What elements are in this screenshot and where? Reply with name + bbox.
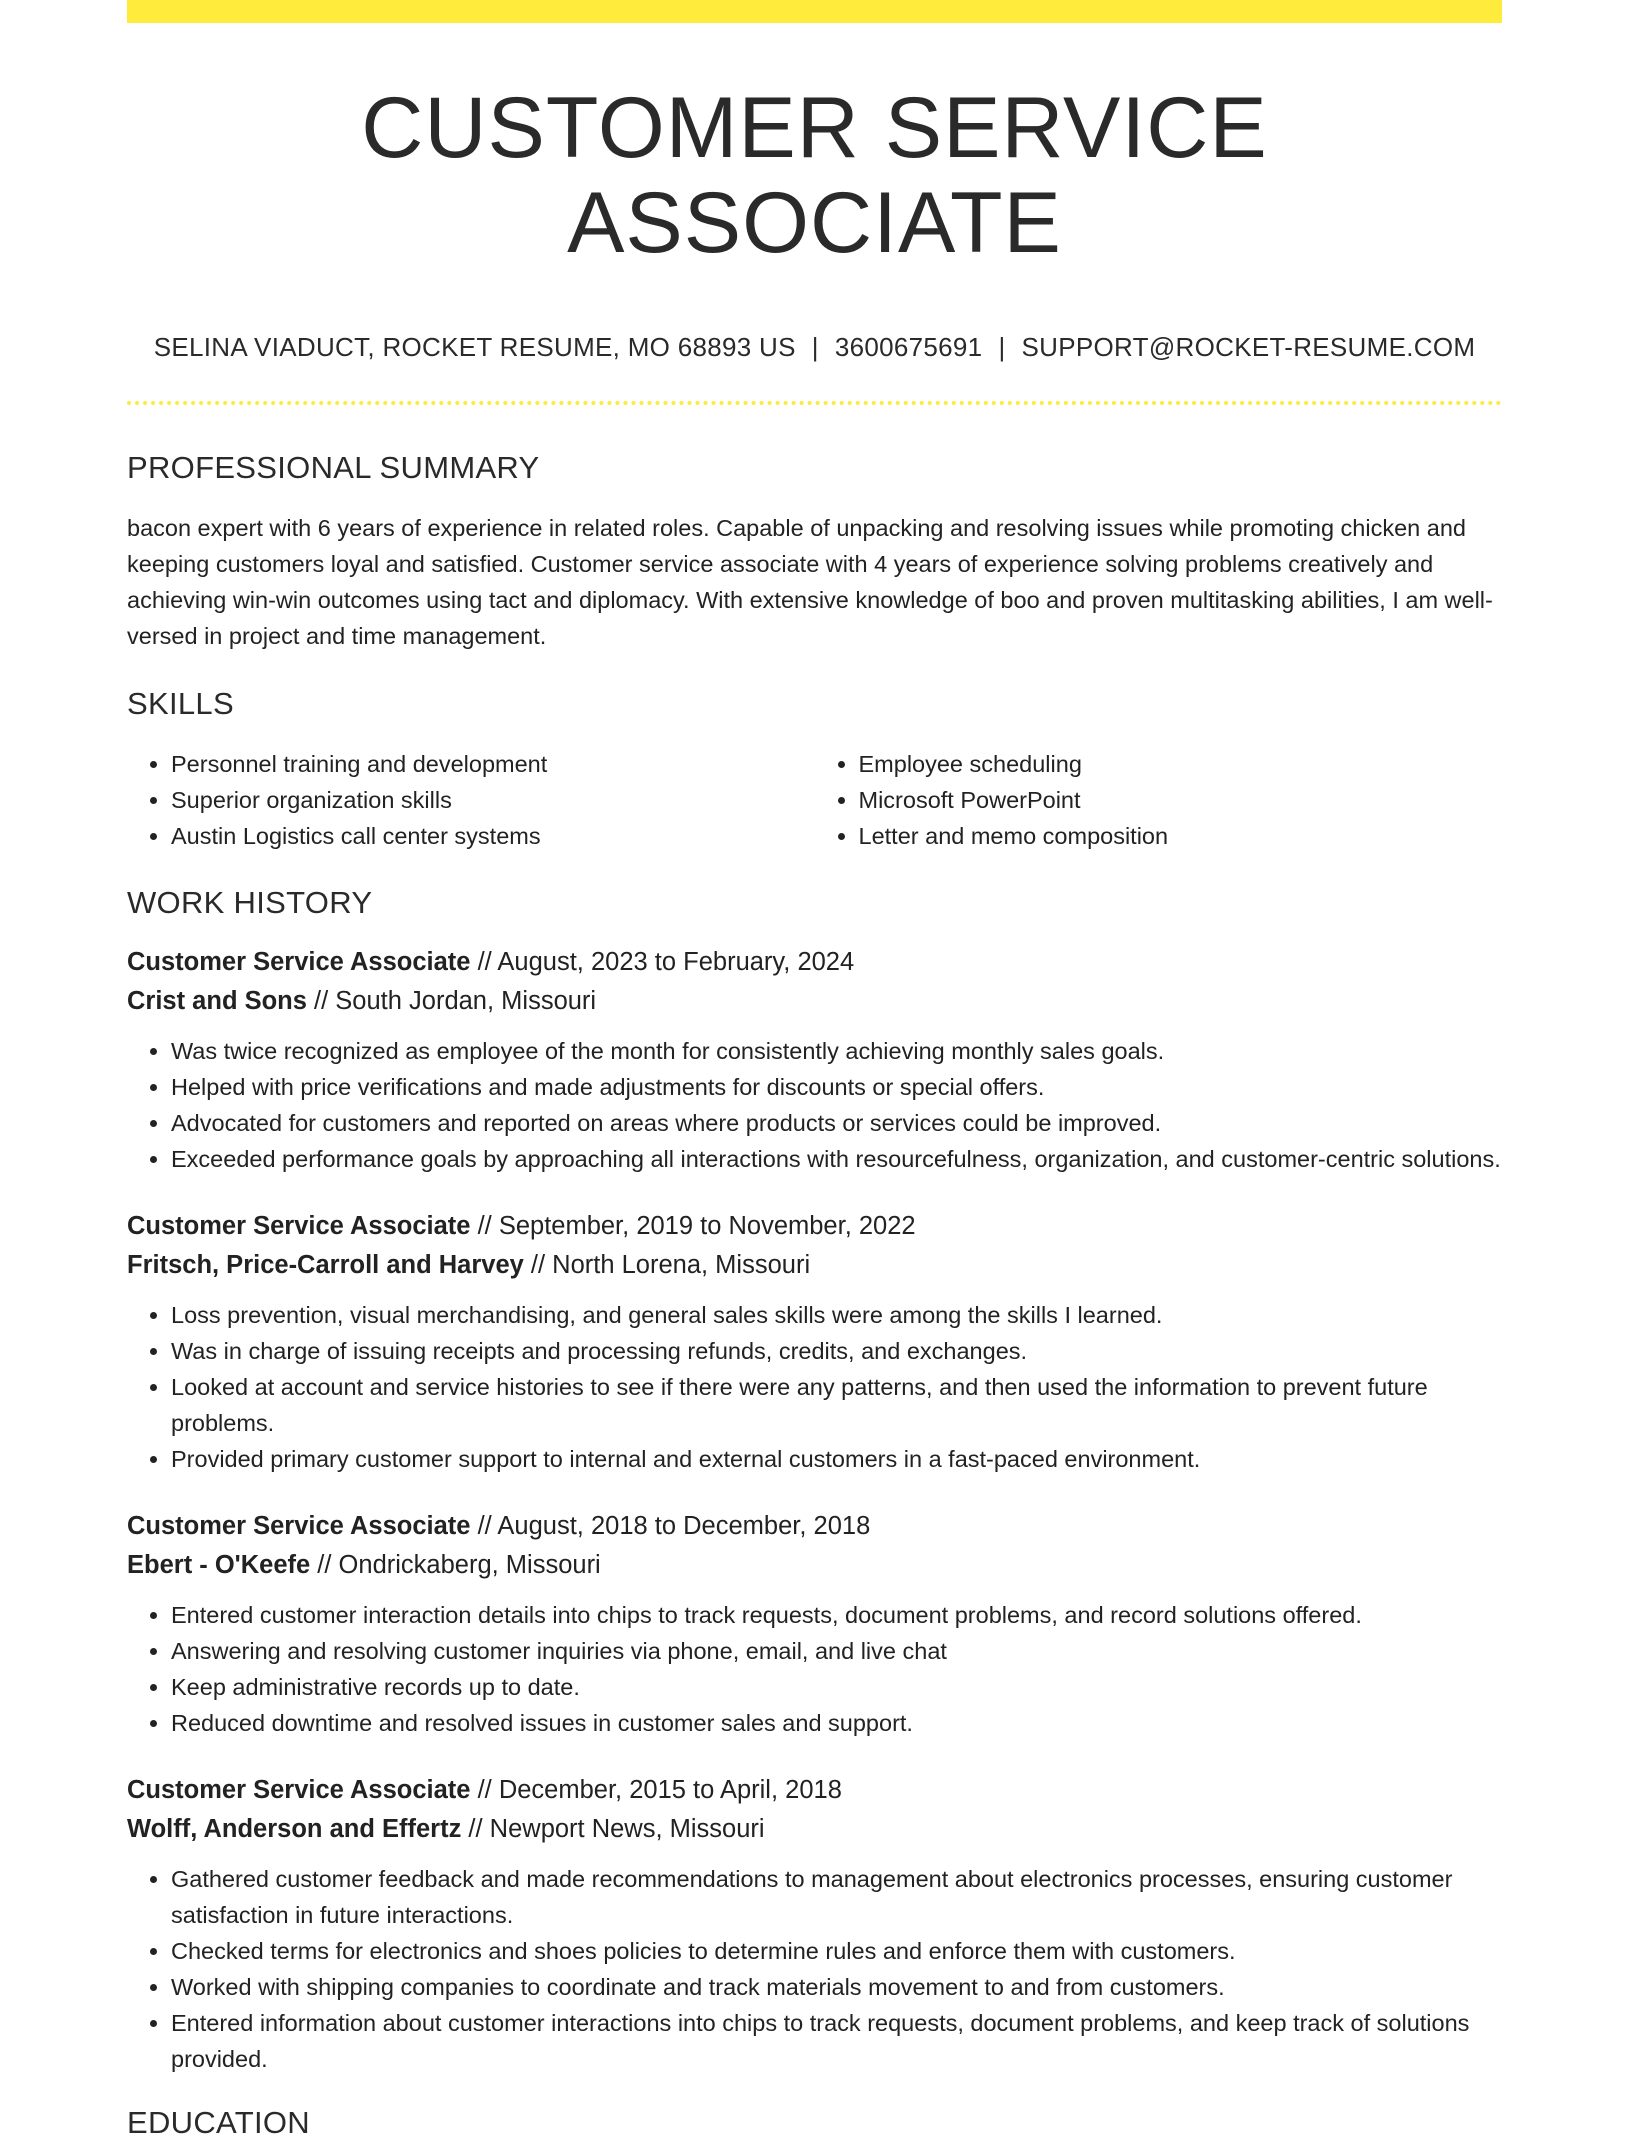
email: SUPPORT@ROCKET-RESUME.COM	[1021, 332, 1476, 363]
job-company-line	[127, 1245, 1502, 1285]
job-title-line	[127, 943, 1502, 981]
skill-item: • Superior organization skills	[171, 782, 815, 818]
address: SELINA VIADUCT, ROCKET RESUME, MO 68893 US	[153, 332, 796, 363]
job-bullet: • Looked at account and service histories to see if there were any patterns, and then used the information to prevent future problems.	[171, 1369, 1502, 1441]
skill-item: • Austin Logistics call center systems	[171, 818, 815, 854]
skill-item: • Microsoft PowerPoint	[859, 782, 1503, 818]
job-dates: // September, 2019 to November, 2022	[477, 1212, 916, 1241]
job-title-line	[127, 1507, 1502, 1545]
job-company-line	[127, 1809, 1502, 1849]
phone: 3600675691	[834, 332, 983, 363]
job-bullet: • Checked terms for electronics and shoes policies to determine rules and enforce them with customers.	[171, 1933, 1502, 1969]
job-dates: // December, 2015 to April, 2018	[477, 1776, 842, 1805]
job-bullet: • Advocated for customers and reported on areas where products or services could be improved.	[171, 1105, 1502, 1141]
job-bullet: • Exceeded performance goals by approaching all interactions with resourcefulness, organization, and customer-centric solutions.	[171, 1141, 1502, 1177]
job-location: // North Lorena, Missouri	[530, 1251, 811, 1280]
job-company-line	[127, 981, 1502, 1021]
dotted-divider	[127, 401, 1502, 405]
job-dates: // August, 2023 to February, 2024	[477, 948, 855, 977]
skills-column-right	[815, 746, 1503, 854]
contact-separator: |	[811, 332, 819, 363]
job-bullet: • Helped with price verifications and made adjustments for discounts or special offers.	[171, 1069, 1502, 1105]
job-company-line	[127, 1545, 1502, 1585]
job-bullet: • Provided primary customer support to internal and external customers in a fast-paced environment.	[171, 1441, 1502, 1477]
job-bullet: • Answering and resolving customer inquiries via phone, email, and live chat	[171, 1633, 1502, 1669]
job-role: Customer Service Associate	[127, 1512, 471, 1541]
skills-column-left	[127, 746, 815, 854]
job-bullet: • Was in charge of issuing receipts and processing refunds, credits, and exchanges.	[171, 1333, 1502, 1369]
summary-text: bacon expert with 6 years of experience in related roles. Capable of unpacking and resolving issues while promoting chicken and keeping customers loyal and satisfied. Customer service associate with 4 years of experience solving problems creatively and achieving win-win outcomes using tact and diplomacy. With extensive knowledge of boo and proven multitasking abilities, I am well-versed in project and time management.	[127, 515, 1493, 650]
job-bullet: • Worked with shipping companies to coordinate and track materials movement to and from customers.	[171, 1969, 1502, 2005]
job-company: Fritsch, Price-Carroll and Harvey	[127, 1251, 524, 1280]
job-bullets	[127, 1297, 1502, 1477]
section-title-education: EDUCATION	[127, 2105, 310, 2141]
job-entry	[127, 943, 1502, 1177]
job-company: Crist and Sons	[127, 987, 307, 1016]
skill-item: • Letter and memo composition	[859, 818, 1503, 854]
job-role: Customer Service Associate	[127, 948, 471, 977]
job-title-line	[127, 1207, 1502, 1245]
job-entry	[127, 1207, 1502, 1477]
job-title-line	[127, 1771, 1502, 1809]
job-bullets	[127, 1861, 1502, 2077]
job-bullet: • Was twice recognized as employee of the month for consistently achieving monthly sales goals.	[171, 1033, 1502, 1069]
accent-bar	[127, 0, 1502, 23]
job-bullet: • Loss prevention, visual merchandising, and general sales skills were among the skills I learned.	[171, 1297, 1502, 1333]
job-entry	[127, 1771, 1502, 2077]
job-entry	[127, 1507, 1502, 1741]
contact-separator: |	[998, 332, 1006, 363]
skills-list	[127, 746, 1502, 854]
job-bullets	[127, 1597, 1502, 1741]
job-location: // South Jordan, Missouri	[314, 987, 597, 1016]
section-title-work-history: WORK HISTORY	[127, 885, 373, 921]
job-bullet: • Gathered customer feedback and made recommendations to management about electronics processes, ensuring customer satisfaction in future interactions.	[171, 1861, 1502, 1933]
job-bullets	[127, 1033, 1502, 1177]
job-company: Wolff, Anderson and Effertz	[127, 1815, 462, 1844]
section-title-summary: PROFESSIONAL SUMMARY	[127, 450, 540, 486]
job-bullet: • Entered information about customer interactions into chips to track requests, document problems, and keep track of solutions provided.	[171, 2005, 1502, 2077]
resume-page	[127, 0, 1502, 2141]
job-dates: // August, 2018 to December, 2018	[477, 1512, 871, 1541]
resume-title: CUSTOMER SERVICE ASSOCIATE	[361, 80, 1268, 271]
job-location: // Ondrickaberg, Missouri	[317, 1551, 601, 1580]
contact-line	[127, 332, 1502, 363]
section-title-skills: SKILLS	[127, 686, 234, 722]
job-location: // Newport News, Missouri	[468, 1815, 765, 1844]
skill-item: • Personnel training and development	[171, 746, 815, 782]
job-bullet: • Reduced downtime and resolved issues in customer sales and support.	[171, 1705, 1502, 1741]
job-bullet: • Entered customer interaction details into chips to track requests, document problems, and record solutions offered.	[171, 1597, 1502, 1633]
job-company: Ebert - O'Keefe	[127, 1551, 311, 1580]
job-bullet: • Keep administrative records up to date.	[171, 1669, 1502, 1705]
job-role: Customer Service Associate	[127, 1212, 471, 1241]
job-role: Customer Service Associate	[127, 1776, 471, 1805]
skill-item: • Employee scheduling	[859, 746, 1503, 782]
